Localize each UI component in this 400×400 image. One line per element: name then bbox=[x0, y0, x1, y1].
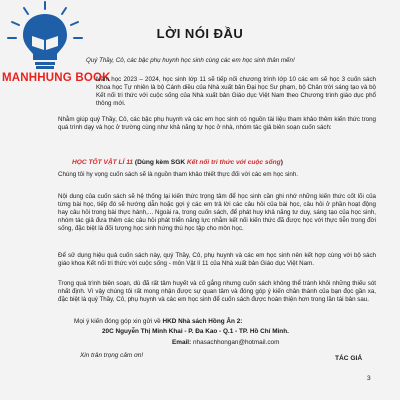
book-heading-main: HỌC TỐT VẬT LÍ 11 bbox=[72, 159, 134, 166]
paragraph-3: Chúng tôi hy vọng cuốn sách sẽ là nguồn tham khảo thiết thực đối với các em học sinh. bbox=[58, 171, 299, 178]
page-title: LỜI NÓI ĐẦU bbox=[156, 26, 244, 41]
book-heading-red: Kết nối tri thức với cuộc sống bbox=[186, 159, 281, 166]
paragraph-5: Để sử dụng hiệu quả cuốn sách này, quý Thầy, Cô, phụ huynh và các em học sinh nên kết hợp cùng với bộ sách giáo khoa Kết nối tri thức với cuộc sống - môn Vật lí 11 của Nhà xuất bản Giáo dục Việt Nam. bbox=[58, 252, 376, 268]
paragraph-4: Nội dung của cuốn sách sẽ hệ thống lại kiến thức trọng tâm để học sinh cần ghi nhớ những kiến thức cốt lõi của từng bài học, tiếp đó sẽ hướng dẫn hoặc gợi ý các em trả lời các câu hỏi của bài học, câu hỏi ở phần hoạt động hay câu hỏi trong bài thực hành,... Ngoài ra, trong cuốn sách, để phát huy khả năng tư duy, sáng tạo của học sinh, nhóm tác giả đưa thêm các câu hỏi phát triển năng lực nhằm kết nối kiến thức đã được học với thực tiễn trong đời sống, đặc biệt là đối tượng học sinh hứng thú học tập cho môn học. bbox=[58, 193, 376, 233]
signature: TÁC GIẢ bbox=[335, 355, 363, 362]
book-heading bbox=[72, 159, 283, 166]
contact-line bbox=[74, 318, 242, 325]
thanks: Xin trân trọng cảm ơn! bbox=[80, 352, 144, 359]
watermark: MANHHUNG BOOK bbox=[2, 72, 111, 84]
page-number: 3 bbox=[367, 375, 371, 382]
paragraph-6: Trong quá trình biên soạn, dù đã rất tâm huyết và cố gắng nhưng cuốn sách không thể tránh khỏi những thiếu sót nhất định. Vì vậy chúng tôi rất mong nhận được sự quan tâm và đóng góp ý kiến chân thành của bạn đọc gần xa, đặc biệt là quý Thầy, Cô, phụ huynh và các em học sinh để cuốn sách được hoàn thiện hơn trong lần tái bản sau. bbox=[58, 280, 376, 304]
contact-company: HKD Nhà sách Hồng Ân 2: bbox=[162, 318, 243, 325]
contact-intro: Mọi ý kiến đóng góp xin gửi về bbox=[74, 318, 163, 325]
paragraph-2: Nhằm giúp quý Thầy, Cô, các bậc phụ huynh và các em học sinh có nguồn tài liệu tham khảo thêm kiến thức trong quá trình dạy và học ở trường cùng như khả năng tự học ở nhà, nhóm tác giả biên soạn cuốn sách: bbox=[58, 116, 376, 132]
email-label: Email: bbox=[172, 339, 192, 346]
email-address: nhasachhongan@hotmail.com bbox=[192, 339, 280, 346]
book-heading-sub: (Dùng kèm SGK bbox=[133, 159, 187, 166]
email-line bbox=[172, 339, 279, 346]
greeting: Quý Thầy, Cô, các bậc phụ huynh học sinh cùng các em học sinh thân mến! bbox=[86, 57, 295, 64]
book-heading-end: ) bbox=[280, 159, 283, 166]
address: 20C Nguyễn Thị Minh Khai - P. Đa Kao - Q.1 - TP. Hồ Chí Minh. bbox=[102, 328, 289, 335]
paragraph-1: Năm học 2023 – 2024, học sinh lớp 11 sẽ tiếp nối chương trình lớp 10 các em sẽ học 3 cuốn sách Khoa học Tự nhiên là bộ Cánh diều của Nhà xuất bản Đại học Sư phạm, bộ Chân trời sáng tạo và bộ Kết nối tri thức với cuộc sống của Nhà xuất bản Giáo dục Việt Nam theo Chương trình giáo dục phổ thông mới. bbox=[96, 76, 376, 108]
